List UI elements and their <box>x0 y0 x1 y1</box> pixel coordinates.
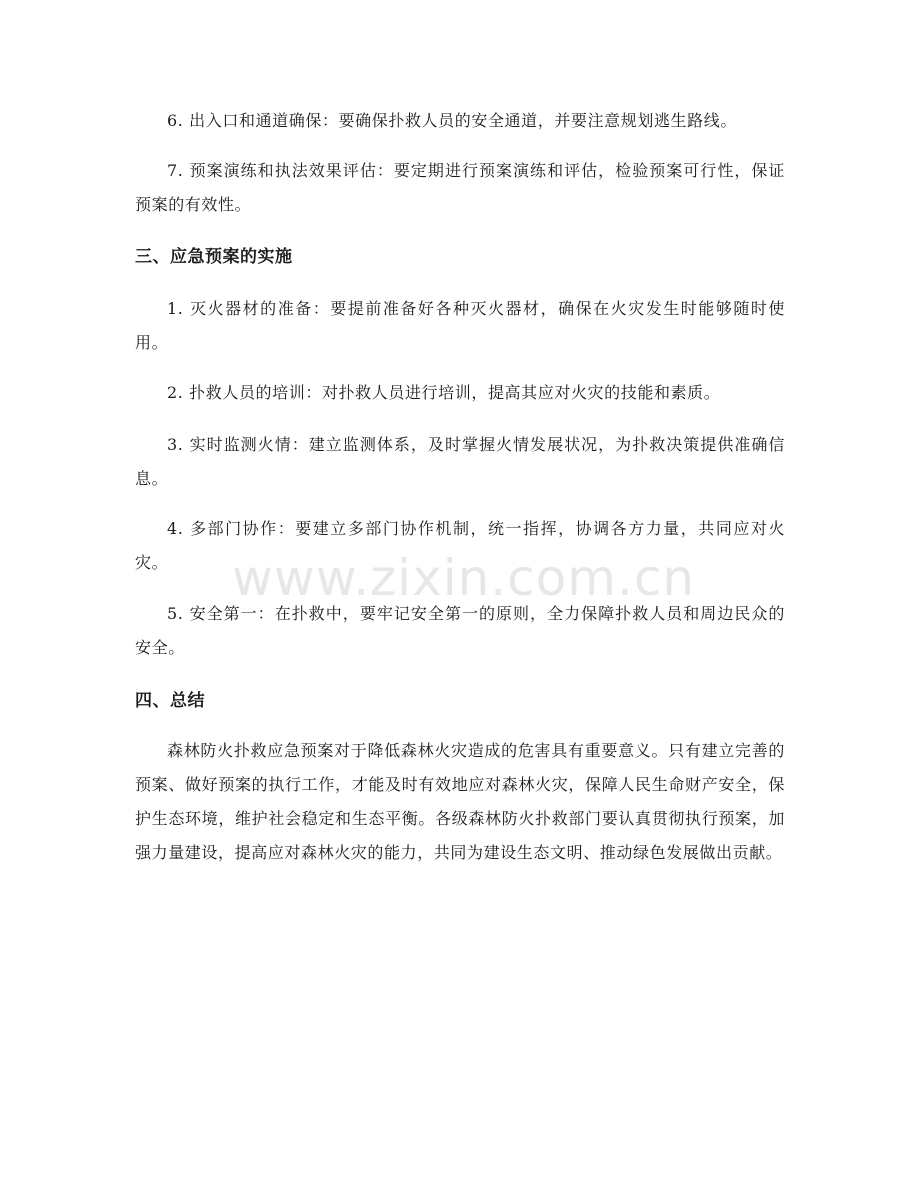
summary-paragraph: 森林防火扑救应急预案对于降低森林火灾造成的危害具有重要意义。只有建立完善的预案、做好预案的执行工作，才能及时有效地应对森林火灾，保障人民生命财产安全，保护生态环境，维护社会稳定和生态平衡。各级森林防火扑救部门要认真贯彻执行预案，加强力量建设，提高应对森林火灾的能力，共同为建设生态文明、推动绿色发展做出贡献。 <box>135 741 785 862</box>
section-heading-summary: 四、总结 <box>135 691 205 711</box>
list-item-1: 1. 灭火器材的准备：要提前准备好各种灭火器材，确保在火灾发生时能够随时使用。 <box>135 299 785 352</box>
list-item-3: 3. 实时监测火情：建立监测体系，及时掌握火情发展状况，为扑救决策提供准确信息。 <box>135 435 785 488</box>
list-item-6: 6. 出入口和通道确保：要确保扑救人员的安全通道，并要注意规划逃生路线。 <box>167 111 737 130</box>
list-item-4: 4. 多部门协作：要建立多部门协作机制，统一指挥，协调各方力量，共同应对火灾。 <box>135 519 785 572</box>
list-item-7: 7. 预案演练和执法效果评估：要定期进行预案演练和评估，检验预案可行性，保证预案的有效性。 <box>135 161 785 214</box>
section-heading-implementation: 三、应急预案的实施 <box>135 247 293 267</box>
list-item-2: 2. 扑救人员的培训：对扑救人员进行培训，提高其应对火灾的技能和素质。 <box>167 383 721 402</box>
watermark-text: www.zixin.com.cn <box>232 549 696 607</box>
list-item-5: 5. 安全第一：在扑救中，要牢记安全第一的原则，全力保障扑救人员和周边民众的安全。 <box>135 604 785 657</box>
